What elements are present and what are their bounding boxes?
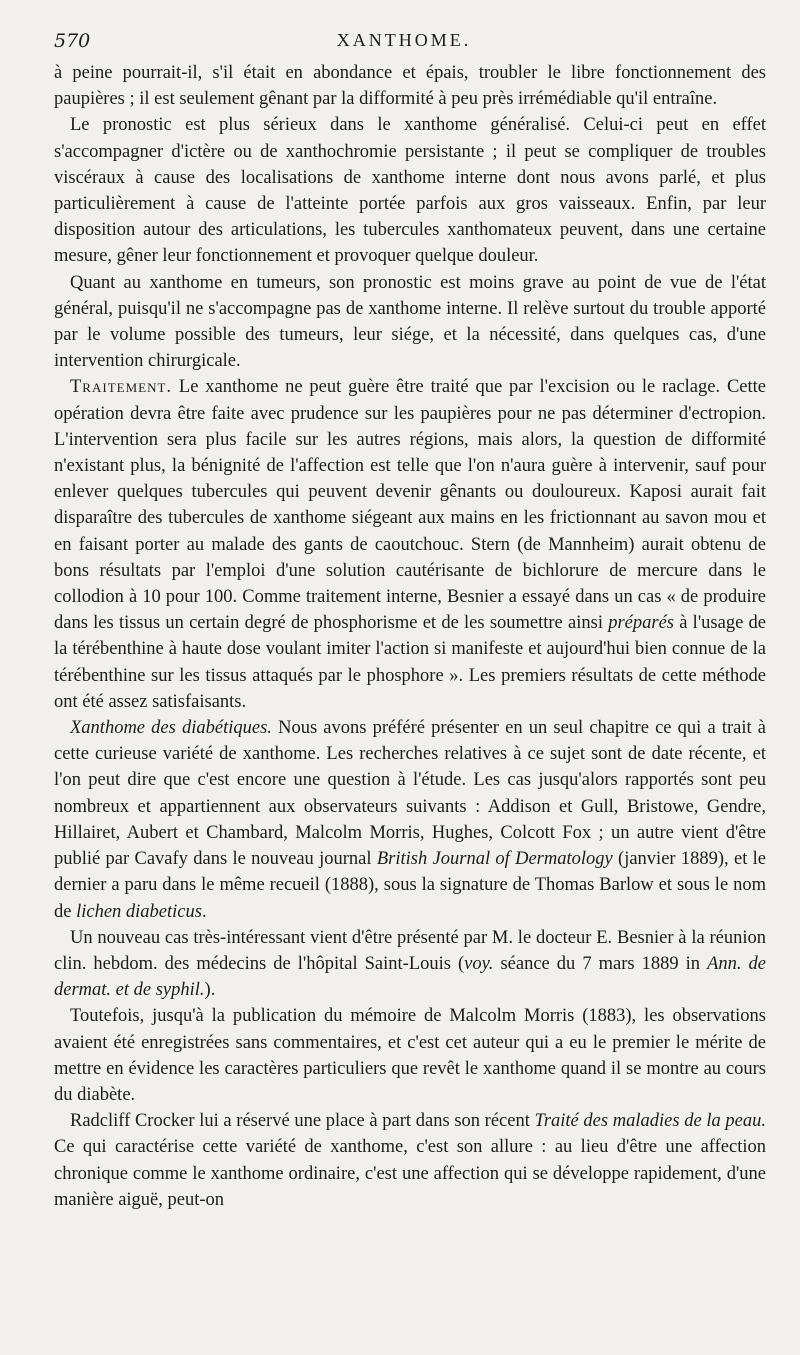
paragraph-6 (54, 925, 766, 1004)
page-number: 570 (54, 30, 91, 52)
paragraph-text: Quant au xanthome en tumeurs, son pronostic est moins grave au point de vue de l'état général, puisqu'il ne s'accompagne pas de xanthome interne. Il relève surtout du trouble apporté par le volume possible des tumeurs, leur siége, et la nécessité, dans quelques cas, d'une intervention chirurgicale. (54, 272, 766, 372)
paragraph-text: ). (204, 980, 216, 1001)
paragraph-traitement (54, 374, 766, 715)
journal-title: Ann. de dermat. et de syphil. (54, 953, 766, 1001)
paragraph-text: Le pronostic est plus sérieux dans le xanthome généralisé. Celui-ci peut en effet s'accompagner d'ictère ou de xanthochromie persistante ; il peut se compliquer de troubles viscéraux à cause des localisations de xanthome interne dont nous avons parlé, et plus particulièrement à cause de l'atteinte portée parfois aux gros vaisseaux. Enfin, par leur disposition autour des articulations, les tubercules xanthomateux peuvent, dans une certaine mesure, gêner leur fonctionnement et provoquer quelque douleur. (54, 115, 766, 267)
italic-term: préparés (608, 613, 674, 634)
book-title: Traité des maladies de la peau. (534, 1111, 766, 1132)
paragraph-text: Toutefois, jusqu'à la publication du mémoire de Malcolm Morris (1883), les observations avaient été enregistrées sans commentaires, et c'est cet auteur qui a eu le premier le mérite de mettre en évidence les caractères particuliers que revêt le xanthome quand il se montre au cours du diabète. (54, 1006, 766, 1105)
paragraph-1 (54, 60, 766, 112)
italic-term: lichen diabeticus (76, 901, 202, 922)
italic-term: voy. (464, 953, 494, 974)
paragraph-text: . (201, 901, 207, 922)
paragraph-2 (54, 112, 766, 269)
body-text (54, 60, 766, 1213)
paragraph-8 (54, 1108, 766, 1213)
paragraph-text: (janvier 1889), et le dernier a paru dans le même recueil (1888), sous la signature de Thomas Barlow et sous le nom de (54, 849, 767, 922)
paragraph-text: Le xanthome ne peut guère être traité que par l'excision ou le raclage. Cette opération devra être faite avec prudence sur les paupières pour ne pas déterminer d'ectropion. L'intervention sera plus facile sur les autres régions, mais alors, la question de difformité n'existant plus, la bénignité de l'affection est telle que l'on n'aura guère à intervenir, sauf pour enlever quelques tubercules qui peuvent devenir gênants ou douloureux. Kaposi aurait fait disparaître des tubercules de xanthome siégeant aux mains en les frictionnant au savon mou et en faisant porter au malade des gants de caoutchouc. Stern (de Mannheim) aurait obtenu de bons résultats par l'emploi d'une solution cautérisante de bichlorure de mercure dans le collodion à 10 pour 100. Comme traitement interne, Besnier a essayé dans un cas « de produire dans les tissus un certain degré de phosphorisme et de les soumettre ainsi (54, 377, 766, 634)
section-heading-diabetiques: Xanthome des diabétiques. (70, 718, 272, 739)
paragraph-text: séance du 7 mars 1889 in (493, 953, 708, 974)
paragraph-text: Radcliff Crocker lui a réservé une place à part dans son récent (70, 1111, 535, 1132)
section-heading-traitement: Traitement. (70, 377, 173, 398)
paragraph-xanthome-diabetiques (54, 715, 766, 925)
paragraph-7 (54, 1003, 766, 1108)
paragraph-text: Ce qui caractérise cette variété de xanthome, c'est son allure : au lieu d'être une affection chronique comme le xanthome ordinaire, c'est une affection qui se développe rapidement, d'une manière aiguë, peut-on (54, 1137, 766, 1210)
page-header (54, 30, 754, 58)
running-title: XANTHOME. (336, 30, 472, 50)
paragraph-text: à peine pourrait-il, s'il était en abondance et épais, troubler le libre fonctionnement des paupières ; il est seulement gênant par la difformité à peu près irrémédiable qu'il entraîne. (54, 63, 766, 110)
paragraph-3 (54, 270, 766, 375)
paragraph-text: Un nouveau cas très-intéressant vient d'être présenté par M. le docteur E. Besnier à la réunion clin. hebdom. des médecins de l'hôpital Saint-Louis ( (54, 927, 766, 974)
paragraph-text: à l'usage de la térébenthine à haute dose voulant imiter l'action si manifeste et aujourd'hui bien connue de la térébenthine sur les tissus attaqués par le phosphore ». Les premiers résultats de cette méthode ont été assez satisfaisants. (54, 613, 766, 712)
journal-title: British Journal of Dermatology (376, 849, 613, 870)
paragraph-text: Nous avons préféré présenter en un seul chapitre ce qui a trait à cette curieuse variété de xanthome. Les recherches relatives à ce sujet sont de date récente, et l'on peut dire que c'est encore une question à l'étude. Les cas jusqu'alors rapportés sont peu nombreux et appartiennent aux observateurs suivants : Addison et Gull, Bristowe, Gendre, Hillairet, Aubert et Chambard, Malcolm Morris, Hughes, Colcott Fox ; un autre vient d'être publié par Cavafy dans le nouveau journal (54, 718, 766, 870)
